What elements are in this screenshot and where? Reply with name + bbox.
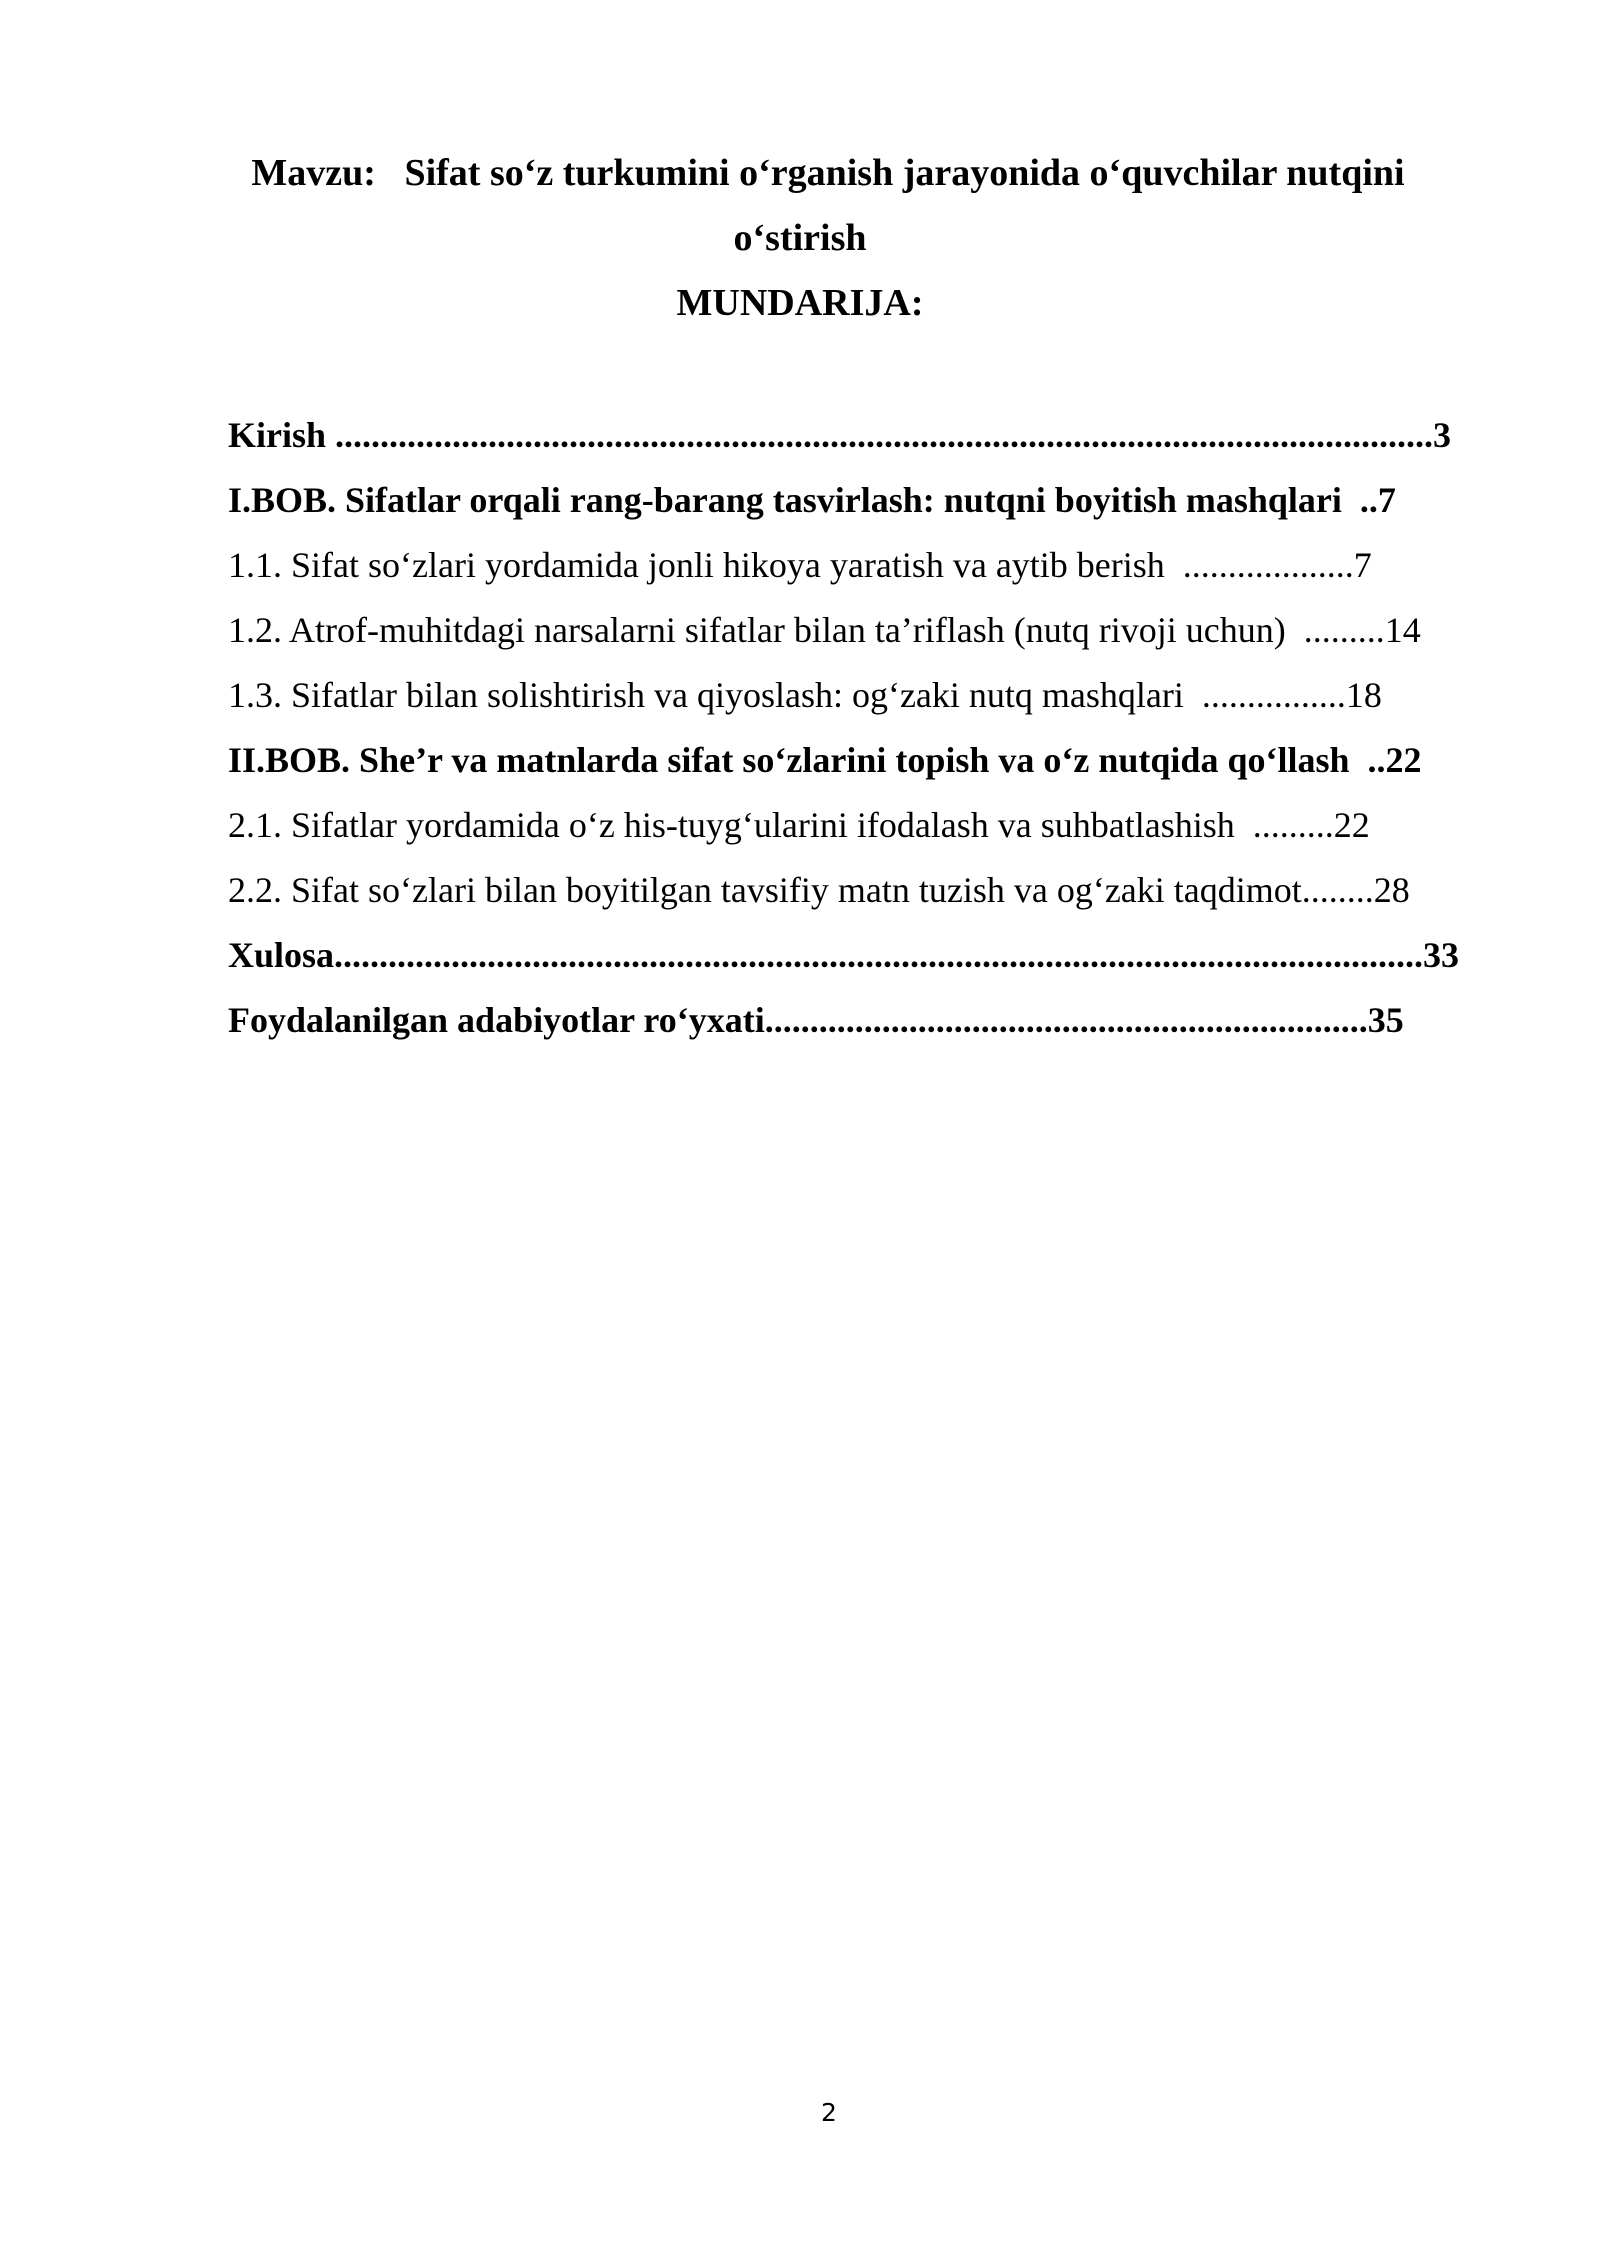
contents-heading: MUNDARIJA:	[676, 282, 924, 324]
toc-entry-section-2-2: 2.2. Sifat so‘zlari bilan boyitilgan tavsifiy matn tuzish va og‘zaki taqdimot........28	[228, 870, 1410, 910]
table-of-contents	[228, 408, 1478, 1058]
toc-entry-section-1-3: 1.3. Sifatlar bilan solishtirish va qiyoslash: og‘zaki nutq mashqlari ................18	[228, 675, 1382, 715]
toc-entry-xulosa: Xulosa.........................................................................................................................33	[228, 935, 1460, 975]
toc-entry-section-2-1: 2.1. Sifatlar yordamida o‘z his-tuyg‘ularini ifodalash va suhbatlashish .........22	[228, 805, 1370, 845]
toc-entry-section-1-1: 1.1. Sifat so‘zlari yordamida jonli hikoya yaratish va aytib berish ...................7	[228, 545, 1372, 585]
topic-title-line-1: Mavzu: Sifat so‘z turkumini o‘rganish jarayonida o‘quvchilar nutqini	[251, 152, 1405, 194]
toc-entry-kirish: Kirish ..........................................................................................................................3	[228, 415, 1452, 455]
topic-title-line-2: o‘stirish	[733, 217, 867, 259]
toc-entry-section-1-2: 1.2. Atrof-muhitdagi narsalarni sifatlar bilan ta’riflash (nutq rivoji uchun) .........14	[228, 610, 1421, 650]
toc-entry-chapter-1: I.BOB. Sifatlar orqali rang-barang tasvirlash: nutqni boyitish mashqlari ..7	[228, 480, 1396, 520]
toc-entry-bibliography: Foydalanilgan adabiyotlar ro‘yxati...................................................................35	[228, 1000, 1404, 1040]
page-number: 2	[821, 2098, 837, 2127]
toc-entry-chapter-2: II.BOB. She’r va matnlarda sifat so‘zlarini topish va o‘z nutqida qo‘llash ..22	[228, 740, 1422, 780]
